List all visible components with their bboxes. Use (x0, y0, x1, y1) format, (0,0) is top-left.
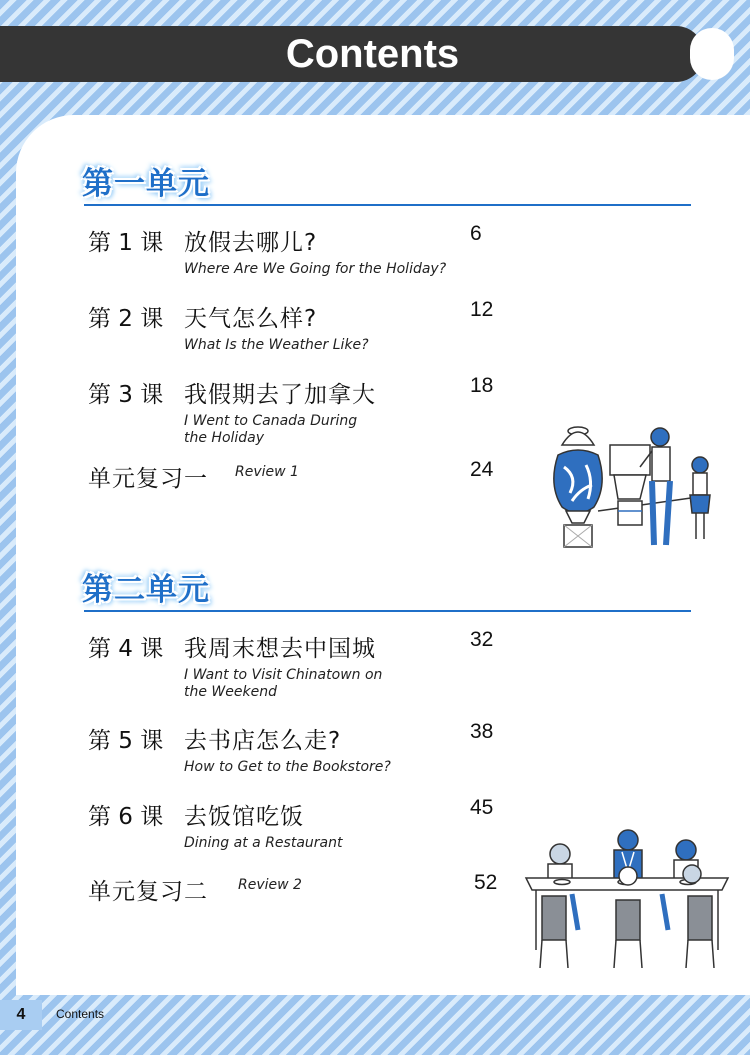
lesson-5-number: 第 5 课 (88, 728, 164, 754)
unit-1-heading: 第一单元 (82, 166, 210, 202)
page-title: Contents (285, 32, 460, 76)
restaurant-dining-scene-illustration (522, 822, 732, 972)
lesson-1-title[interactable]: 放假去哪儿? (184, 230, 318, 256)
review-1-title[interactable]: 单元复习一 (88, 466, 208, 492)
unit-2-heading: 第二单元 (82, 572, 210, 608)
lesson-1-english: Where Are We Going for the Holiday? (184, 261, 447, 277)
lesson-4-english-line2: the Weekend (184, 684, 277, 700)
lesson-2-number: 第 2 课 (88, 306, 164, 332)
lesson-3-page: 18 (470, 374, 494, 397)
lesson-5-english: How to Get to the Bookstore? (184, 759, 391, 775)
lesson-3-english-line2: the Holiday (184, 430, 265, 446)
lesson-3-number: 第 3 课 (88, 382, 164, 408)
review-1-page: 24 (470, 458, 494, 481)
review-1-english: Review 1 (235, 464, 299, 480)
unit-1-rule (84, 204, 691, 206)
lesson-6-number: 第 6 课 (88, 804, 164, 830)
lesson-3-english-line1: I Went to Canada During (184, 413, 358, 429)
lesson-6-english: Dining at a Restaurant (184, 835, 343, 851)
lesson-1-page: 6 (470, 222, 482, 245)
museum-vase-scene-illustration (548, 415, 718, 560)
lesson-4-english-line1: I Want to Visit Chinatown on (184, 667, 383, 683)
lesson-5-title[interactable]: 去书店怎么走? (184, 728, 342, 754)
lesson-4-page: 32 (470, 628, 494, 651)
lesson-2-page: 12 (470, 298, 494, 321)
lesson-6-page: 45 (470, 796, 494, 819)
review-2-page: 52 (474, 871, 498, 894)
lesson-4-title[interactable]: 我周末想去中国城 (184, 636, 376, 662)
review-2-english: Review 2 (238, 877, 302, 893)
review-2-title[interactable]: 单元复习二 (88, 879, 208, 905)
lesson-1-number: 第 1 课 (88, 230, 164, 256)
unit-2-rule (84, 610, 691, 612)
lesson-2-english: What Is the Weather Like? (184, 337, 369, 353)
lesson-2-title[interactable]: 天气怎么样? (184, 306, 318, 332)
lesson-3-title[interactable]: 我假期去了加拿大 (184, 382, 376, 408)
lesson-5-page: 38 (470, 720, 494, 743)
lesson-4-number: 第 4 课 (88, 636, 164, 662)
footer-page-number: 4 (0, 1000, 42, 1030)
footer-label: Contents (56, 1007, 105, 1021)
lesson-6-title[interactable]: 去饭馆吃饭 (184, 804, 304, 830)
